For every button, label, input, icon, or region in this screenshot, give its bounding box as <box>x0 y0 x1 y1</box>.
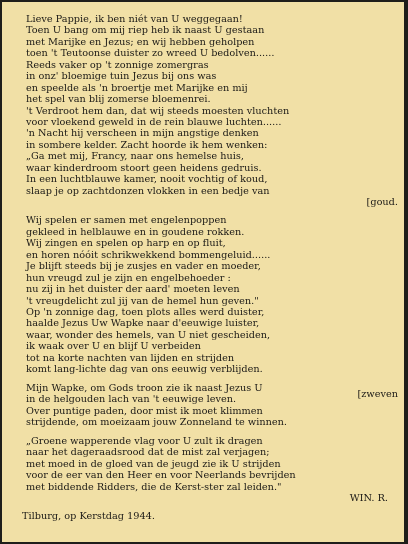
signature: WIN. R. <box>349 492 388 504</box>
poem-line: 'n Nacht hij verscheen in mijn angstige denken <box>26 128 259 140</box>
poem-line: Op 'n zonnige dag, toen plots alles werd duister, <box>26 306 265 318</box>
poem-line-tail: [zweven <box>357 389 398 400</box>
poem-line: naar het dageraadsrood dat de mist zal verjagen; <box>26 447 270 459</box>
poem-line: ik waak over U en blijf U verbeiden <box>26 341 201 353</box>
poem-line: gekleed in helblauwe en in goudene rokken. <box>26 226 245 238</box>
place-and-date: Tilburg, op Kerstdag 1944. <box>22 511 155 523</box>
poem-line: „Ga met mij, Francy, naar ons hemelse huis, <box>26 151 244 163</box>
poem-line: hun vreugd zul je zijn en engelbehoeder : <box>26 272 231 284</box>
poem-text <box>22 14 398 523</box>
poem-line: Mijn Wapke, om Gods troon zie ik naast Jezus U <box>26 382 263 394</box>
stanza-2 <box>26 215 398 375</box>
poem-line: waar kinderdroom stoort geen heidens gedruis. <box>26 162 262 174</box>
poem-line: voor vloekend geweld in de rein blauwe luchten...... <box>26 116 282 128</box>
poem-line: Lieve Pappie, ik ben niét van U weggegaan! <box>26 14 243 25</box>
poem-line: met biddende Ridders, die de Kerst-ster zal leiden." <box>26 481 282 493</box>
poem-line: Wij zingen en spelen op harp en op fluit, <box>26 238 226 250</box>
poem-line: Reeds vaker op 't zonnige zomergras <box>26 59 209 71</box>
poem-line: met Marijke en Jezus; en wij hebben geholpen <box>26 36 255 48</box>
poem-line: 't Verdroot hem dan, dat wij steeds moesten vluchten <box>26 105 290 117</box>
poem-line: toen 't Teutoonse duister zo wreed U bedolven...... <box>26 48 275 60</box>
poem-line: In een luchtblauwe kamer, nooit vochtig of koud, <box>26 174 268 186</box>
poem-line: het spel van blij zomerse bloemenrei. <box>26 94 211 106</box>
poem-line: Toen U bang om mij riep heb ik naast U gestaan <box>26 25 265 37</box>
poem-line: 't vreugdelicht zul jij van de hemel hun geven." <box>26 295 259 307</box>
poem-line: Wij spelen er samen met engelenpoppen <box>26 215 227 227</box>
poem-line: waar, wonder des hemels, van U niet gescheiden, <box>26 329 271 341</box>
poem-line: Over puntige paden, door mist ik moet klimmen <box>26 405 263 417</box>
poem-line: slaap je op zachtdonzen vlokken in een bedje van <box>26 185 270 197</box>
poem-line: in de helgouden lach van 't eeuwige leven. <box>26 394 237 406</box>
poem-line: voor de eer van den Heer en voor Neerlands bevrijden <box>26 470 296 482</box>
poem-line: en speelde als 'n broertje met Marijke en mij <box>26 82 248 94</box>
poem-line: Je blijft steeds bij je zusjes en vader en moeder, <box>26 261 261 273</box>
stanza-4 <box>26 436 398 505</box>
poem-line: „Groene wapperende vlag voor U zult ik dragen <box>26 435 263 447</box>
poem-line: en horen nóóit schrikwekkend bommengeluid...... <box>26 249 271 261</box>
poem-line: strijdende, om moeizaam jouw Zonneland te winnen. <box>26 417 287 429</box>
memorial-card <box>2 2 404 542</box>
poem-line: komt lang-lichte dag van ons eeuwig verblijden. <box>26 364 263 376</box>
poem-line-tail: [goud. <box>366 197 398 208</box>
poem-line: in sombere kelder. Zacht hoorde ik hem wenken: <box>26 139 268 151</box>
poem-line: met moed in de gloed van de jeugd zie ik U strijden <box>26 458 281 470</box>
poem-line: nu zij in het duister der aard' moeten leven <box>26 284 240 296</box>
poem-line: tot na korte nachten van lijden en strijden <box>26 352 235 364</box>
poem-line: haalde Jezus Uw Wapke naar d'eeuwige luister, <box>26 318 260 330</box>
poem-line: in onz' bloemige tuin Jezus bij ons was <box>26 71 217 83</box>
stanza-1 <box>26 14 398 208</box>
stanza-3 <box>26 383 398 429</box>
